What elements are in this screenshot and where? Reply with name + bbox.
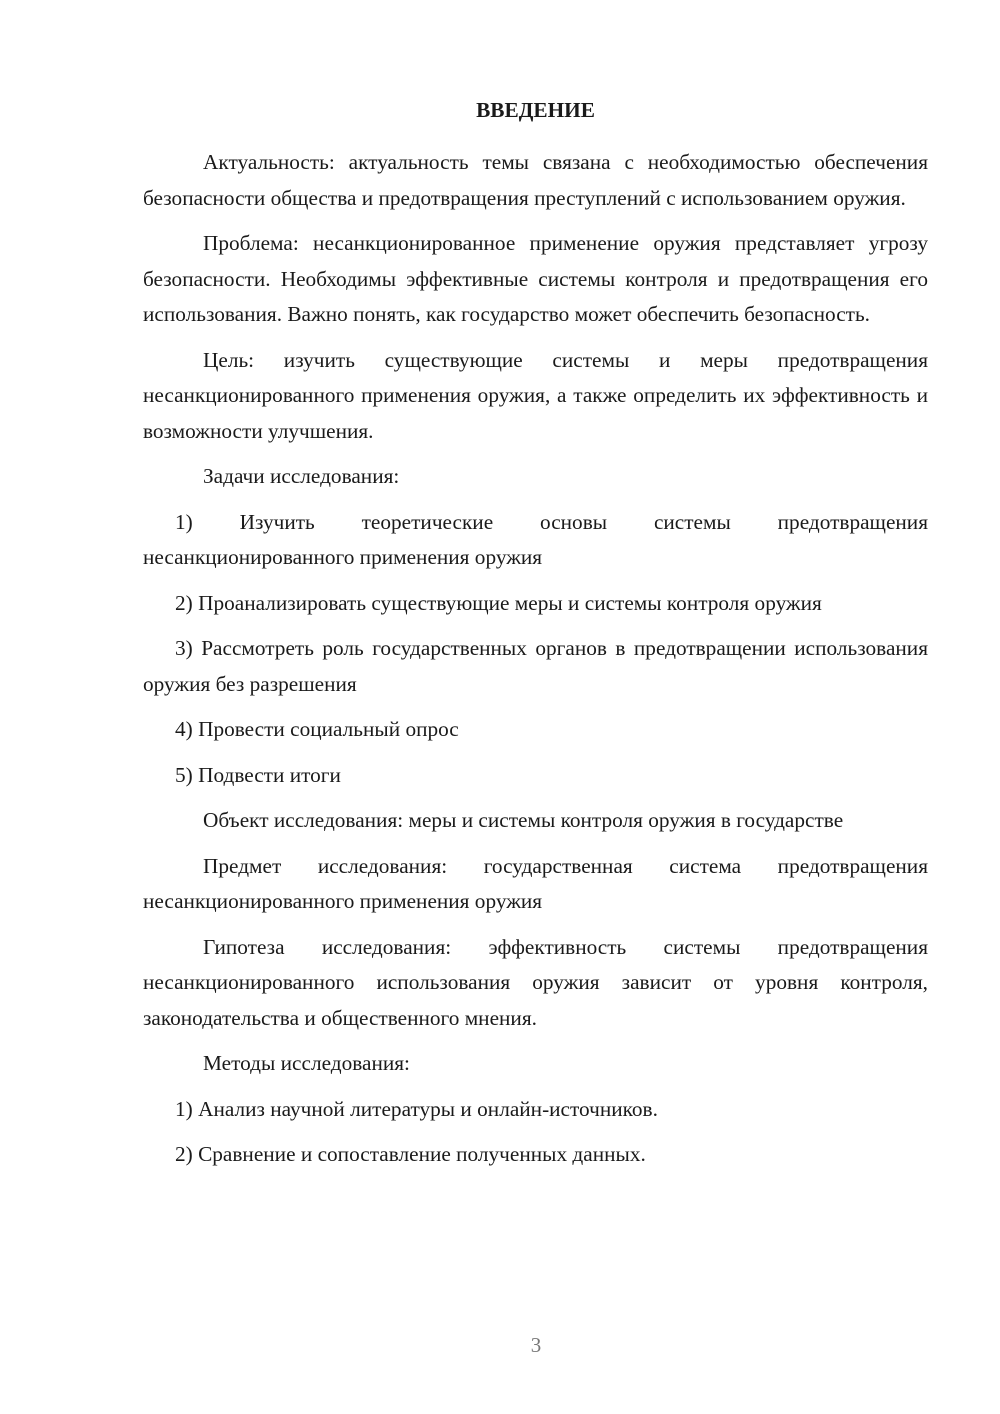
methods-heading: Методы исследования: <box>203 1051 410 1075</box>
paragraph-hypothesis: Гипотеза исследования: эффективность системы предотвращения несанкционированного использования оружия зависит от уровня контроля, законодательства и общественного мнения. <box>143 934 928 1030</box>
document-page <box>143 92 928 1183</box>
method-item-1: 1) Анализ научной литературы и онлайн-источников. <box>175 1096 658 1121</box>
paragraph-object: Объект исследования: меры и системы контроля оружия в государстве <box>203 808 844 832</box>
task-item-2: 2) Проанализировать существующие меры и системы контроля оружия <box>175 590 822 615</box>
task-item-1: 1) Изучить теоретические основы системы предотвращения несанкционированного применения оружия <box>143 509 928 569</box>
paragraph-subject: Предмет исследования: государственная система предотвращения несанкционированного применения оружия <box>143 853 928 913</box>
task-item-3: 3) Рассмотреть роль государственных органов в предотвращении использования оружия без разрешения <box>143 636 928 696</box>
task-item-5: 5) Подвести итоги <box>175 762 341 787</box>
tasks-heading: Задачи исследования: <box>203 464 400 488</box>
paragraph-goal: Цель: изучить существующие системы и меры предотвращения несанкционированного применения оружия, а также определить их эффективность и возможности улучшения. <box>143 347 928 443</box>
page-number: 3 <box>530 1333 542 1357</box>
task-item-4: 4) Провести социальный опрос <box>175 717 459 741</box>
section-title: ВВЕДЕНИЕ <box>476 98 595 122</box>
paragraph-relevance: Актуальность: актуальность темы связана с необходимостью обеспечения безопасности общества и предотвращения преступлений с использованием оружия. <box>143 150 928 210</box>
method-item-2: 2) Сравнение и сопоставление полученных данных. <box>175 1142 646 1166</box>
paragraph-problem: Проблема: несанкционированное применение оружия представляет угрозу безопасности. Необходимы эффективные системы контроля и предотвращения его использования. Важно понять, как государство может обеспечить безопасность. <box>143 231 928 326</box>
